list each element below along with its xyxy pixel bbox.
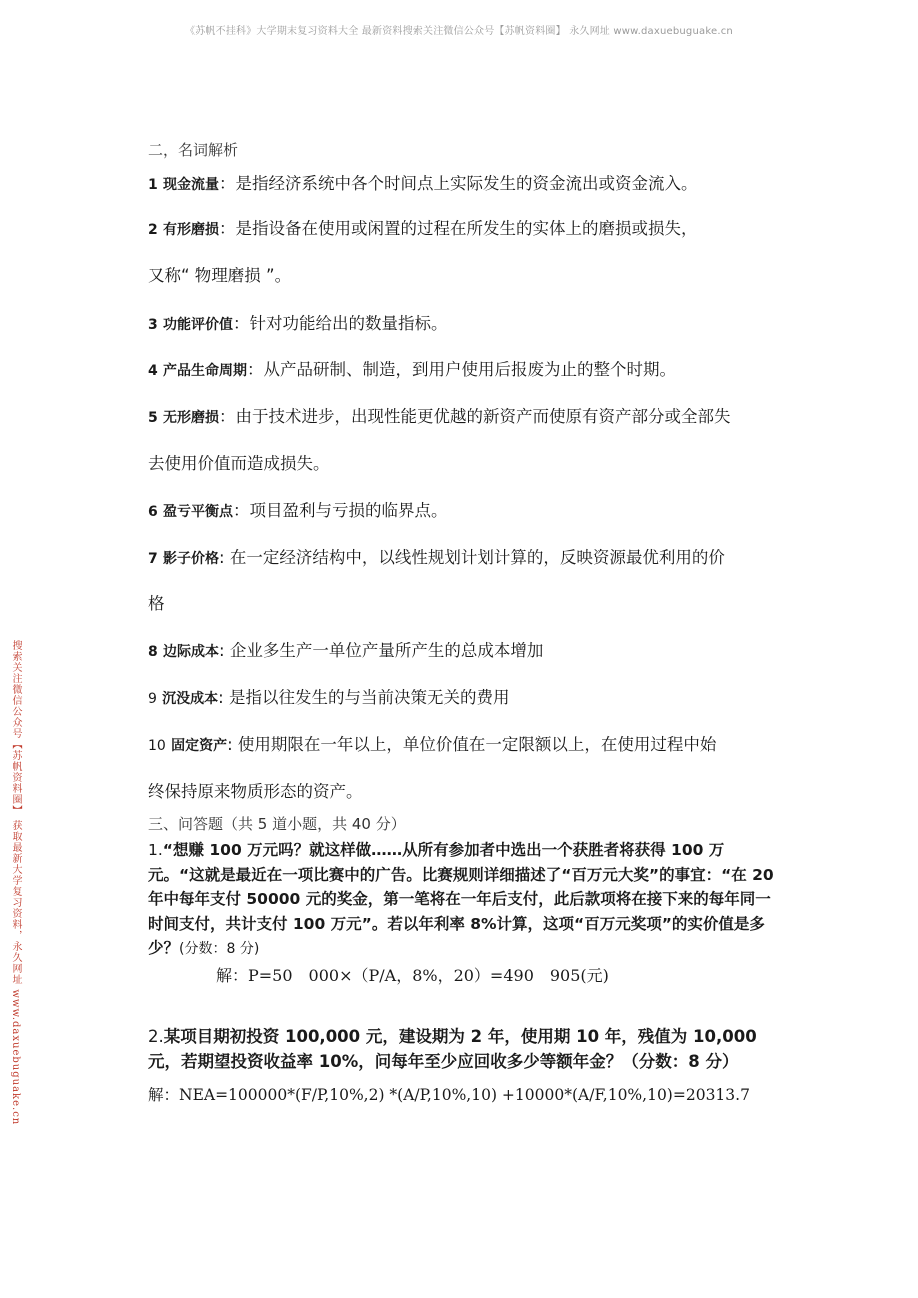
term-6 (148, 499, 448, 524)
term-separator: : (219, 641, 225, 660)
answer-2: 解：NEA=100000*(F/P,10%,2) *(A/P,10%,10) +10000*(A/F,10%,10)=20313.7 (148, 1086, 750, 1104)
term-5 (148, 405, 731, 430)
term-separator: ： (219, 174, 236, 193)
term-separator: : (219, 548, 225, 567)
term-definition: 从产品研制、制造，到用户使用后报废为止的整个时期。 (263, 360, 676, 379)
section-3-title: 三、问答题（共 5 道小题，共 40 分） (148, 815, 406, 833)
term-number: 9 (148, 691, 157, 707)
term-keyword: 边际成本 (163, 644, 219, 660)
term-separator: : (227, 735, 233, 754)
question-score: (分数：8 分) (179, 941, 260, 957)
term-number: 3 (148, 317, 158, 333)
term-definition: 在一定经济结构中，以线性规划计划计算的，反映资源最优利用的价 (229, 548, 725, 567)
side-watermark: 搜索关注微信公众号【苏帆资料圈】 获取最新大学复习资料，永久网址 www.daxuebuguake.cn (10, 640, 21, 1126)
term-1 (148, 172, 698, 197)
term-7 (148, 546, 725, 571)
question-text: “想赚 100 万元吗？就这样做……从所有参加者中选出一个获胜者将获得 100 万元。“这就是最近在一项比赛中的广告。比赛规则详细描述了“百万元大奖”的事宜：“在 20 年中每年支付 50000 元的奖金，第一笔将在一年后支付，此后款项将在接下来的每年同一时间支付，共计支付 100 万元”。若以年利率 8%计算，这项“百万元奖项”的实价值是多少？ (148, 841, 774, 957)
term-number: 2 (148, 222, 158, 238)
term-definition: 是指经济系统中各个时间点上实际发生的资金流出或资金流入。 (235, 174, 698, 193)
term-2 (148, 217, 698, 242)
term-keyword: 功能评价值 (163, 317, 233, 333)
answer-1: 解：P=50 000×（P/A，8%，20）=490 905(元) (216, 966, 609, 985)
term-definition: 由于技术进步，出现性能更优越的新资产而使原有资产部分或全部失 (235, 407, 731, 426)
term-8 (148, 639, 543, 664)
term-number: 5 (148, 410, 158, 426)
term-keyword: 沉没成本 (162, 691, 219, 707)
term-number: 1 (148, 177, 158, 193)
term-9 (148, 686, 509, 711)
term-keyword: 盈亏平衡点 (163, 504, 233, 520)
term-2-continuation: 又称“ 物理磨损 ”。 (148, 266, 292, 285)
question-2 (148, 1024, 778, 1074)
question-text: 某项目期初投资 100,000 元，建设期为 2 年，使用期 10 年，残值为 10,000 元，若期望投资收益率 10%，问每年至少应回收多少等额年金？（分数：8 分） (148, 1027, 757, 1071)
question-number: 1. (148, 841, 163, 859)
term-definition: 项目盈利与亏损的临界点。 (249, 501, 448, 520)
term-keyword: 影子价格 (163, 551, 219, 567)
term-definition: 针对功能给出的数量指标。 (249, 314, 448, 333)
question-number: 2. (148, 1027, 164, 1046)
term-separator: ： (219, 407, 236, 426)
term-keyword: 现金流量 (163, 177, 219, 193)
term-separator: : (218, 688, 224, 707)
term-number: 4 (148, 363, 158, 379)
term-5-continuation: 去使用价值而造成损失。 (148, 454, 330, 473)
term-definition: 使用期限在一年以上，单位价值在一定限额以上，在使用过程中始 (237, 735, 717, 754)
question-1 (148, 838, 778, 962)
term-separator: ： (233, 501, 250, 520)
term-3 (148, 312, 448, 337)
term-10-continuation: 终保持原来物质形态的资产。 (148, 782, 363, 801)
term-definition: 是指以往发生的与当前决策无关的费用 (228, 688, 510, 707)
term-separator: ： (233, 314, 250, 333)
term-keyword: 有形磨损 (163, 222, 219, 238)
term-keyword: 产品生命周期 (163, 363, 247, 379)
term-10 (148, 733, 716, 758)
term-definition: 是指设备在使用或闲置的过程在所发生的实体上的磨损或损失， (235, 219, 698, 238)
term-number: 10 (148, 738, 166, 754)
page-header-watermark: 《苏帆不挂科》大学期末复习资料大全 最新资料搜索关注微信公众号【苏帆资料圈】 永久网址 www.daxuebuguake.cn (185, 26, 733, 37)
term-separator: ： (247, 360, 264, 379)
term-separator: ： (219, 219, 236, 238)
term-number: 6 (148, 504, 158, 520)
term-keyword: 无形磨损 (163, 410, 219, 426)
term-keyword: 固定资产 (171, 738, 228, 754)
term-definition: 企业多生产一单位产量所产生的总成本增加 (229, 641, 544, 660)
term-number: 8 (148, 644, 158, 660)
section-2-title: 二，名词解析 (148, 141, 239, 159)
term-number: 7 (148, 551, 158, 567)
term-7-continuation: 格 (148, 594, 165, 613)
term-4 (148, 358, 676, 383)
